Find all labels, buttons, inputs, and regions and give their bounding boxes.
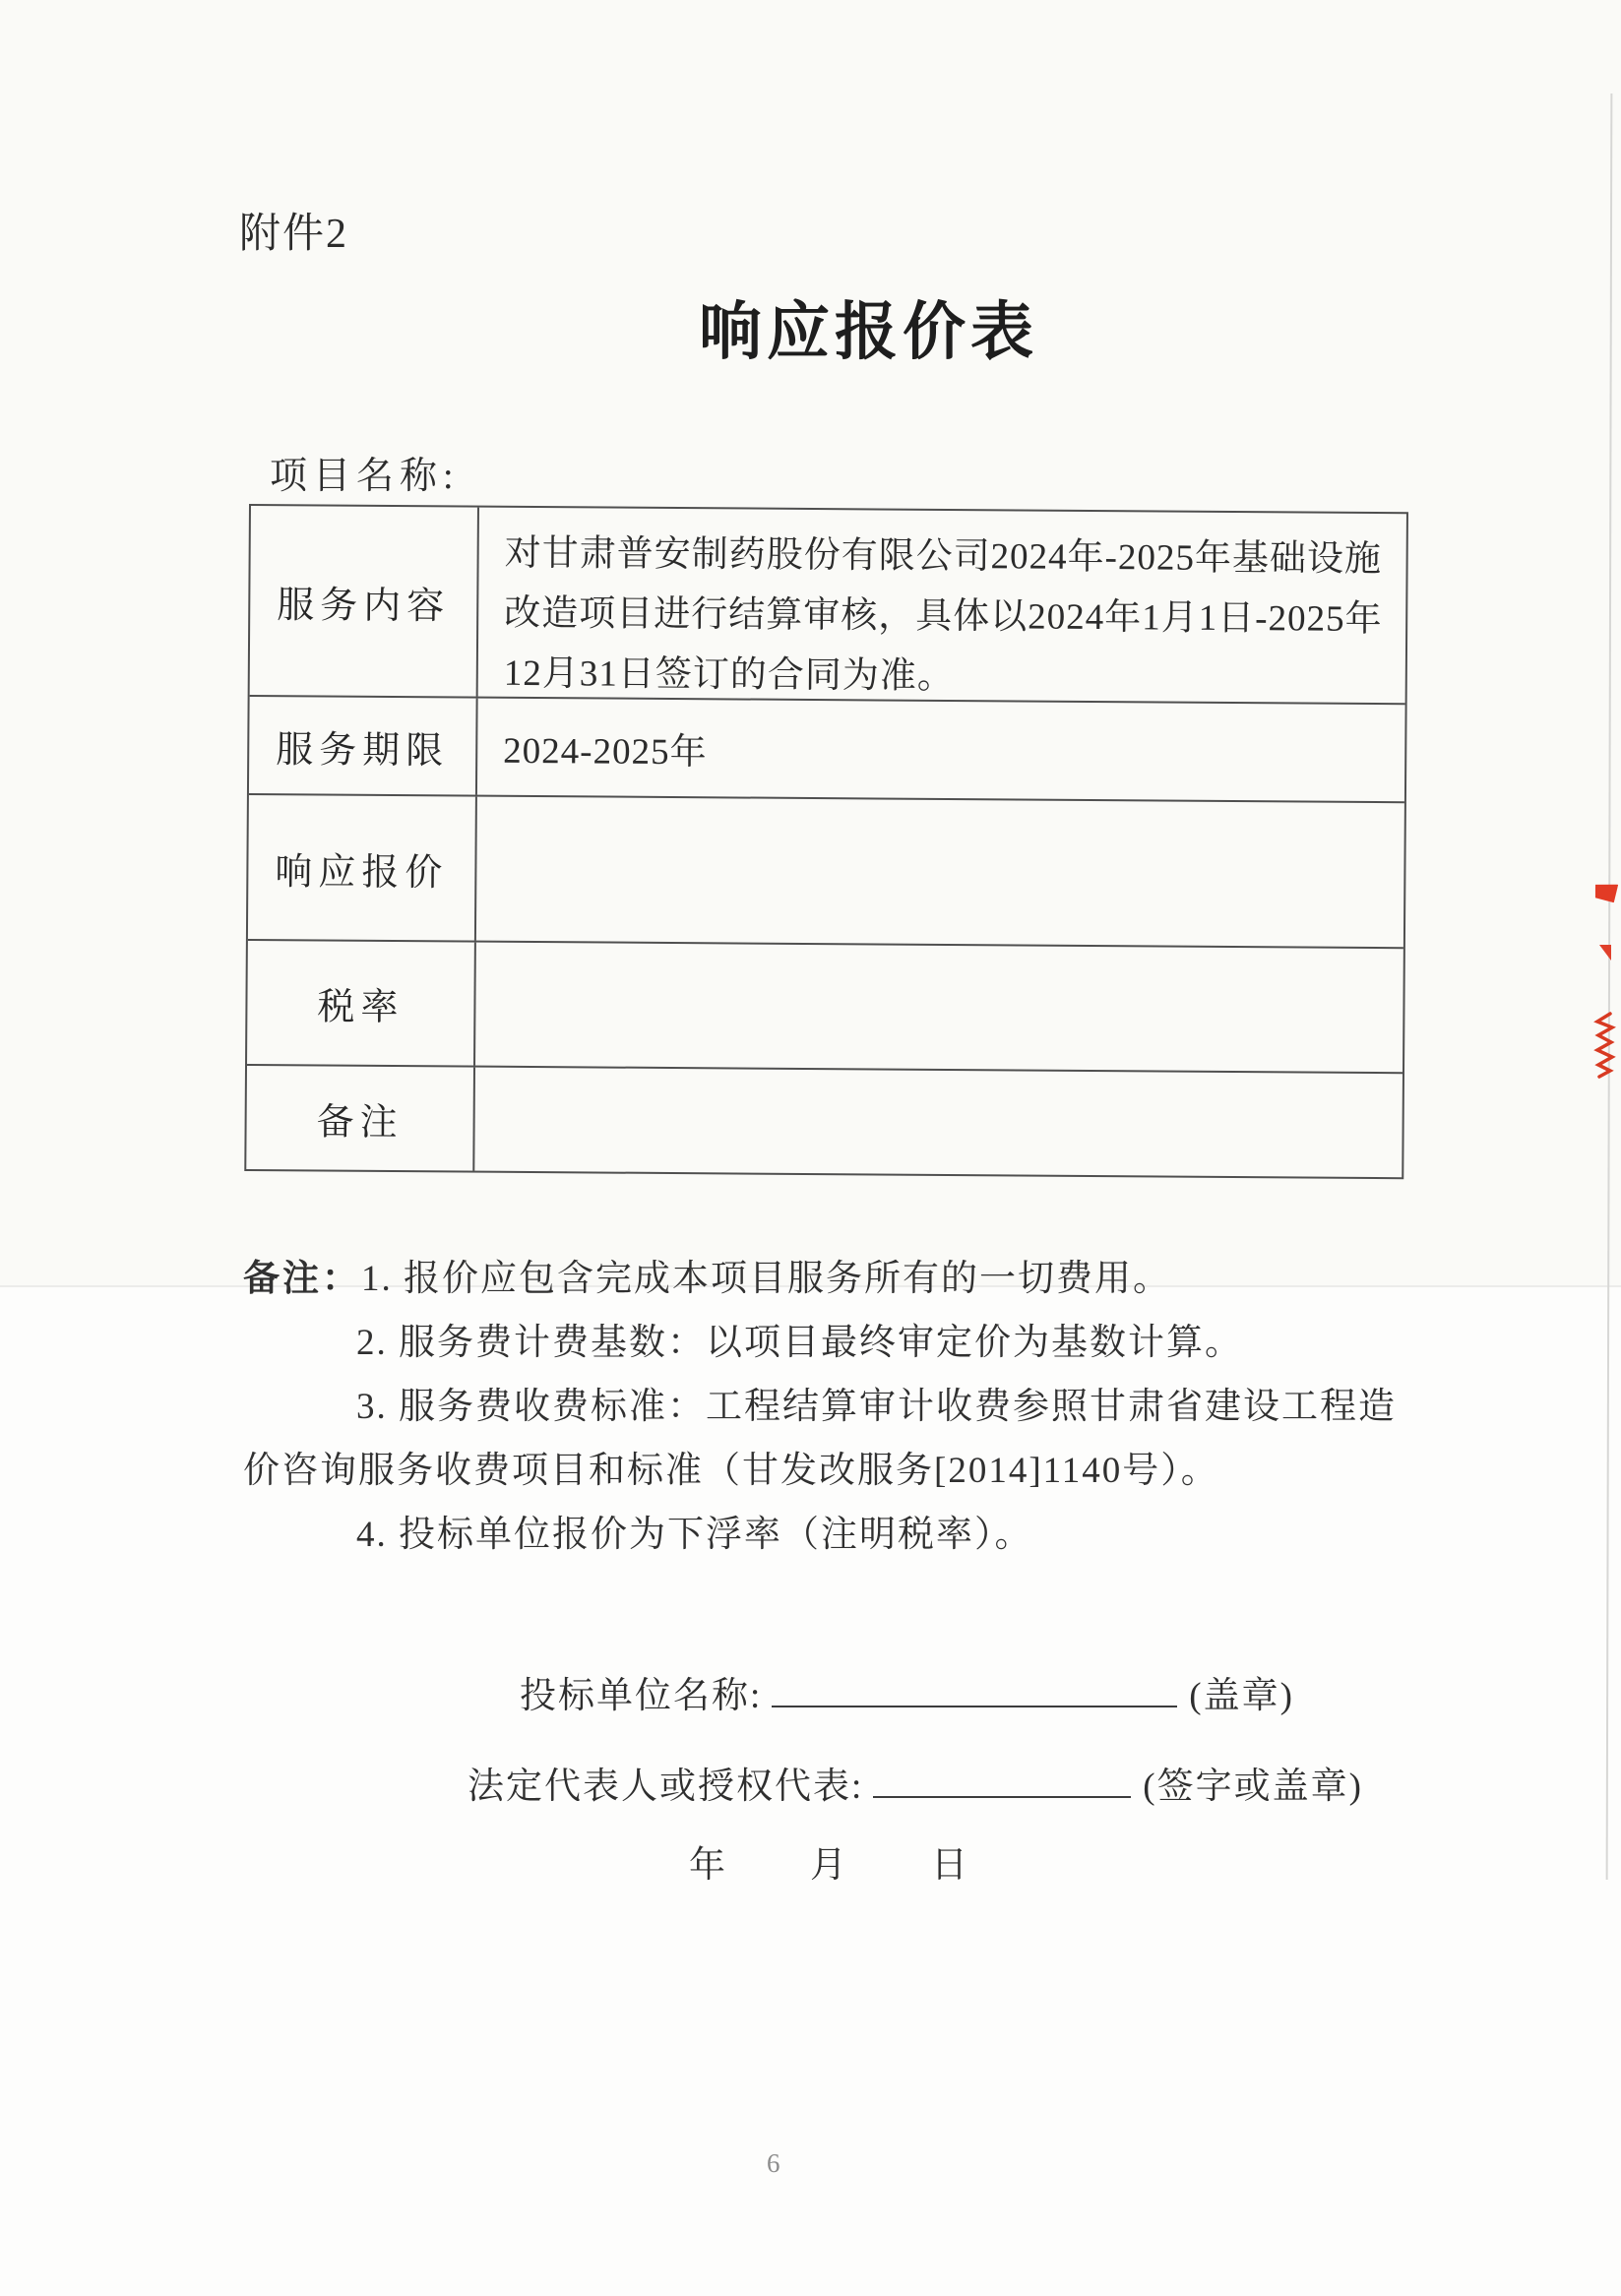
- date-day-label: 日: [931, 1845, 967, 1886]
- row-value-remark: [474, 1068, 1403, 1178]
- row-label-service-content: 服务内容: [250, 506, 479, 697]
- representative-label: 法定代表人或授权代表:: [468, 1767, 864, 1807]
- notes-item-1: 1. 报价应包含完成本项目服务所有的一切费用。: [361, 1259, 1171, 1299]
- row-value-service-period: 2024-2025年: [503, 730, 708, 774]
- attachment-label: 附件2: [239, 212, 349, 257]
- bidder-name-line: [520, 1665, 1294, 1718]
- bidder-seal-note: (盖章): [1189, 1676, 1294, 1716]
- row-label-remark: 备注: [246, 1066, 475, 1171]
- row-value-service-content: [478, 508, 1411, 704]
- row-label-response-quote: 响应报价: [248, 795, 477, 941]
- red-stamp-mark-2: [1599, 945, 1611, 961]
- row-label-service-period: 服务期限: [249, 697, 478, 795]
- row-value-tax-rate: [475, 943, 1403, 1073]
- date-line: [689, 1834, 967, 1888]
- service-content-line-1: 对甘肃普安制药股份有限公司2024年-2025年基础设施: [504, 532, 1383, 581]
- notes-line-4: 价咨询服务收费项目和标准（甘发改服务[2014]1140号）。: [243, 1451, 1219, 1491]
- quotation-table: [244, 504, 1408, 1179]
- table-row-service-content: [250, 506, 1406, 705]
- table-row-tax-rate: [247, 941, 1403, 1074]
- date-year-label: 年: [689, 1845, 725, 1886]
- service-content-line-2: 改造项目进行结算审核，具体以2024年1月1日-2025年: [504, 592, 1383, 641]
- row-label-tax-rate: 税率: [247, 941, 476, 1066]
- service-content-line-3: 12月31日签订的合同为准。: [503, 652, 955, 698]
- table-row-response-quote: [248, 795, 1404, 949]
- notes-label: 备注：: [243, 1259, 361, 1299]
- representative-blank: [873, 1759, 1131, 1798]
- representative-line: [468, 1756, 1363, 1809]
- page-number: 6: [767, 2148, 780, 2178]
- table-row-service-period: [249, 697, 1405, 803]
- bidder-name-label: 投标单位名称:: [520, 1676, 763, 1716]
- page-title: 响应报价表: [699, 297, 1038, 367]
- project-name-label: 项目名称:: [270, 456, 460, 497]
- notes-line-2: 2. 服务费计费基数：以项目最终审定价为基数计算。: [356, 1323, 1243, 1363]
- notes-line-5: 4. 投标单位报价为下浮率（注明税率）。: [356, 1515, 1033, 1555]
- table-row-remark: [246, 1066, 1403, 1177]
- red-stamp-squiggle: [1592, 1012, 1618, 1081]
- date-month-label: 月: [810, 1845, 846, 1886]
- notes-line-1: [243, 1248, 1171, 1301]
- notes-line-3: 3. 服务费收费标准：工程结算审计收费参照甘肃省建设工程造: [356, 1387, 1397, 1427]
- bidder-name-blank: [772, 1668, 1177, 1707]
- representative-seal-note: (签字或盖章): [1143, 1767, 1363, 1807]
- row-value-response-quote: [476, 797, 1404, 948]
